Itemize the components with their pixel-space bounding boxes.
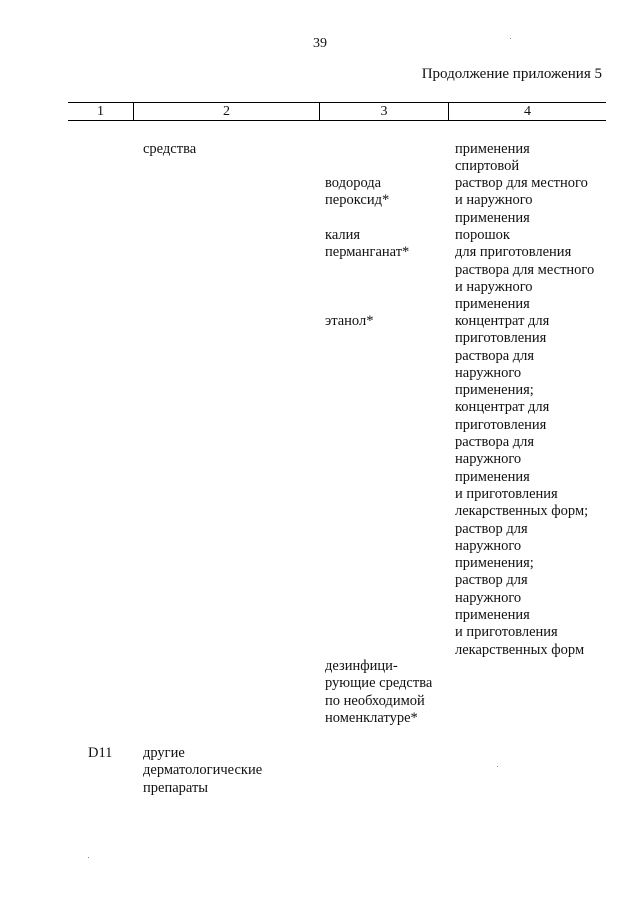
header-bottom-rule bbox=[68, 120, 606, 121]
cell-line: лекарственных форм bbox=[455, 641, 585, 658]
cell-line: рующие средства bbox=[325, 675, 433, 692]
cell-line: D11 bbox=[88, 745, 113, 761]
row-0-col2 bbox=[143, 141, 196, 158]
cell-line: применения bbox=[455, 607, 530, 624]
cell-line: раствора для bbox=[455, 347, 535, 364]
cell-line: применения bbox=[455, 141, 530, 157]
cell-line: применения bbox=[455, 296, 530, 313]
row-1-col3 bbox=[325, 175, 389, 210]
cell-line: другие bbox=[143, 745, 185, 761]
header-cell-4: 4 bbox=[524, 104, 531, 119]
cell-line: дерматологические bbox=[143, 762, 263, 779]
cell-line: и наружного bbox=[455, 192, 533, 209]
cell-line: препараты bbox=[143, 779, 209, 796]
cell-line: по необходимой bbox=[325, 692, 425, 709]
row-5-col1 bbox=[88, 745, 112, 762]
cell-line: наружного bbox=[455, 451, 522, 468]
cell-line: раствора для bbox=[455, 434, 535, 451]
header-cell-1: 1 bbox=[97, 104, 104, 119]
header-cell-3: 3 bbox=[380, 104, 388, 119]
cell-line: средства bbox=[143, 141, 197, 157]
cell-line: концентрат для bbox=[455, 313, 550, 329]
row-4-col3 bbox=[325, 658, 432, 727]
cell-line: раствор для bbox=[455, 572, 528, 589]
row-0-col4 bbox=[455, 141, 530, 176]
cell-line: перманганат* bbox=[325, 244, 410, 261]
cell-line: порошок bbox=[455, 227, 510, 243]
row-5-col2 bbox=[143, 745, 262, 797]
cell-line: и приготовления bbox=[455, 485, 558, 502]
cell-line: пероксид* bbox=[325, 192, 390, 209]
scan-speck bbox=[510, 38, 511, 39]
cell-line: дезинфици- bbox=[325, 658, 398, 674]
row-3-col3 bbox=[325, 313, 373, 330]
cell-line: калия bbox=[325, 227, 361, 243]
cell-line: раствора для местного bbox=[455, 261, 595, 278]
scan-speck bbox=[88, 857, 89, 858]
cell-line: наружного bbox=[455, 589, 522, 606]
cell-line: этанол* bbox=[325, 313, 374, 329]
cell-line: наружного bbox=[455, 364, 522, 381]
cell-line: применения; bbox=[455, 555, 534, 572]
row-1-col4 bbox=[455, 175, 588, 227]
cell-line: наружного bbox=[455, 537, 522, 554]
cell-line: и наружного bbox=[455, 278, 533, 295]
cell-line: применения bbox=[455, 209, 530, 226]
cell-line: спиртовой bbox=[455, 158, 520, 175]
header-cell-2: 2 bbox=[223, 104, 230, 119]
cell-line: раствор для bbox=[455, 520, 528, 537]
cell-line: номенклатуре* bbox=[325, 709, 418, 726]
cell-line: приготовления bbox=[455, 330, 547, 347]
row-2-col4 bbox=[455, 227, 594, 313]
cell-line: раствор для местного bbox=[455, 175, 588, 191]
cell-line: концентрат для bbox=[455, 399, 550, 416]
cell-line: для приготовления bbox=[455, 244, 572, 261]
page-number: 39 bbox=[313, 36, 327, 51]
appendix-title: Продолжение приложения 5 bbox=[421, 66, 602, 82]
cell-line: приготовления bbox=[455, 416, 547, 433]
cell-line: водорода bbox=[325, 175, 382, 191]
scan-speck bbox=[497, 766, 498, 767]
cell-line: и приготовления bbox=[455, 624, 558, 641]
cell-line: лекарственных форм; bbox=[455, 503, 589, 520]
cell-line: применения; bbox=[455, 382, 534, 399]
row-3-col4 bbox=[455, 313, 588, 659]
row-2-col3 bbox=[325, 227, 409, 262]
cell-line: применения bbox=[455, 468, 530, 485]
